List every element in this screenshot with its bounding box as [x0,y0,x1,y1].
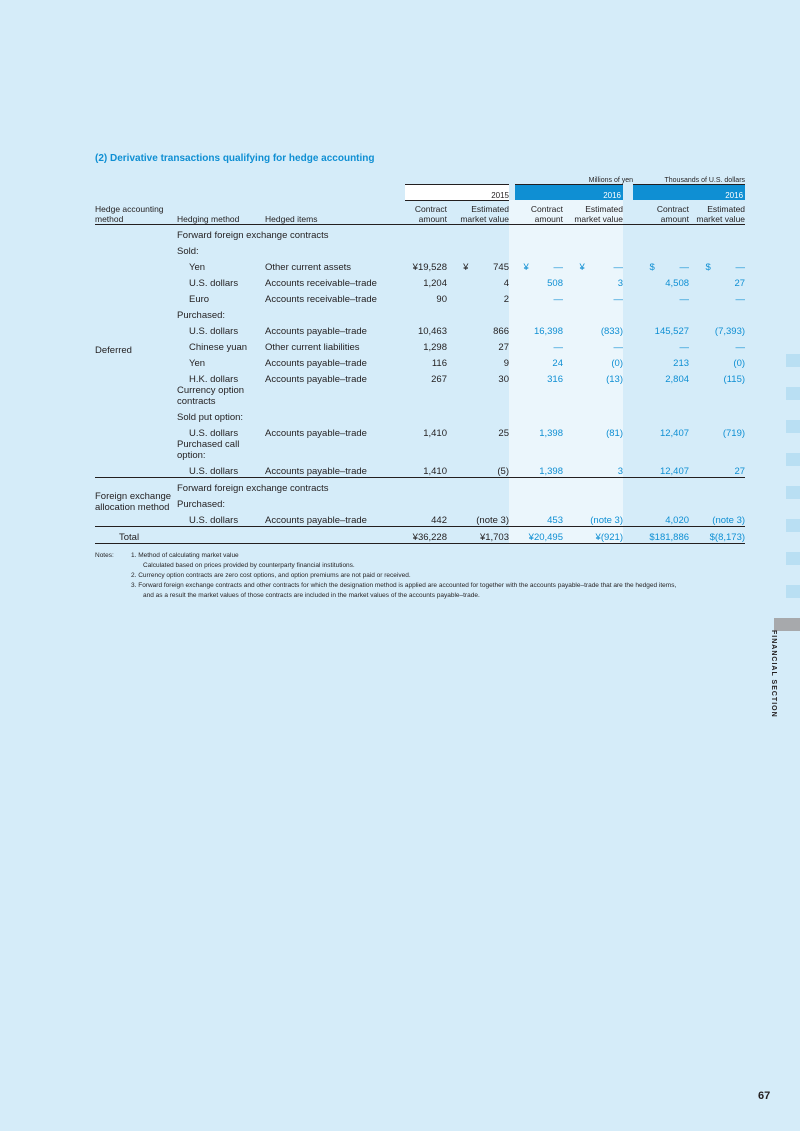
notes-label: Notes: [95,552,114,559]
table-row: Yen Accounts payable–trade 116 9 24 (0) 213 (0) [95,353,745,369]
header-estimated-usd: Estimated market value [689,200,745,224]
unit-millions-yen: Millions of yen [588,176,634,184]
row-purchased-2: Purchased: [177,498,226,510]
note-1-detail: Calculated based on prices provided by counterparty financial institutions. [143,562,355,569]
row-fx-contracts-2: Forward foreign exchange contracts [177,477,509,494]
row-fx-contracts: Forward foreign exchange contracts [177,229,329,241]
side-tab[interactable] [786,420,800,433]
notes [95,551,755,601]
table-row: H.K. dollars Accounts payable–trade 267 30 316 (13) 2,804 (115) [95,369,745,385]
row-currency-option: Currency option contracts [177,384,245,407]
row-sold: Sold: [177,245,199,257]
header-hedge-method: Hedge accounting method [95,200,177,224]
table-row: U.S. dollars Accounts payable–trade 1,410 25 1,398 (81) 12,407 (719) [95,423,745,439]
side-tab-active[interactable] [774,618,800,631]
table-row: U.S. dollars Accounts receivable–trade 1,204 4 508 3 4,508 27 [95,273,745,289]
side-tab[interactable] [786,354,800,367]
hedge-table [95,171,745,544]
side-section-label: FINANCIAL SECTION [770,630,777,718]
row-purchased: Purchased: [177,309,226,321]
header-contract-2015: Contract amount [405,200,447,224]
side-tabs [786,354,800,651]
header-contract-usd: Contract amount [633,200,689,224]
row-sold-put: Sold put option: [177,411,244,423]
table-row: Chinese yuan Other current liabilities 1,298 27 — — — — [95,337,745,353]
side-tab[interactable] [786,519,800,532]
side-tab[interactable] [786,585,800,598]
header-contract-2016: Contract amount [515,200,563,224]
total-row: Total ¥36,228 ¥1,703 ¥20,495 ¥(921) $181,886 $(8,173) [95,526,745,543]
table-row: U.S. dollars Accounts payable–trade 10,463 866 16,398 (833) 145,527 (7,393) [95,321,745,337]
method-deferred: Deferred [95,345,132,356]
table-row: U.S. dollars Accounts payable–trade 442 (note 3) 453 (note 3) 4,020 (note 3) [95,510,745,527]
note-1: 1. Method of calculating market value [131,552,239,559]
header-hedged-items: Hedged items [265,200,405,224]
header-estimated-2016: Estimated market value [563,200,623,224]
table-row: Yen Other current assets ¥19,528 ¥ 745 ¥ — ¥ — $ — $ — [95,257,745,273]
side-tab[interactable] [786,552,800,565]
year-2016-yen: 2016 [515,184,623,200]
note-3-detail: and as a result the market values of those contracts are included in the market values of the accounts payable–trade. [143,592,480,599]
row-purchased-call: Purchased call option: [177,438,240,461]
year-2016-usd: 2016 [633,184,745,200]
table-row: U.S. dollars Accounts payable–trade 1,410 (5) 1,398 3 12,407 27 [95,461,745,478]
header-estimated-2015: Estimated market value [447,200,509,224]
section-title: (2) Derivative transactions qualifying for hedge accounting [95,153,375,164]
header-hedging-method: Hedging method [177,200,265,224]
side-tab[interactable] [786,486,800,499]
method-foreign-allocation: Foreign exchange allocation method [95,477,177,526]
table-row: Euro Accounts receivable–trade 90 2 — — — — [95,289,745,305]
unit-thousands-usd: Thousands of U.S. dollars [664,176,746,184]
year-2015: 2015 [405,184,509,200]
side-tab[interactable] [786,387,800,400]
note-2: 2. Currency option contracts are zero cost options, and option premiums are not paid or received. [131,572,411,579]
note-3: 3. Forward foreign exchange contracts and other contracts for which the designation method is applied are accounted for together with the accounts payable–trade that are the hedged items, [131,582,677,589]
side-tab[interactable] [786,453,800,466]
total-label: Total [95,526,405,543]
page-number: 67 [758,1090,771,1102]
